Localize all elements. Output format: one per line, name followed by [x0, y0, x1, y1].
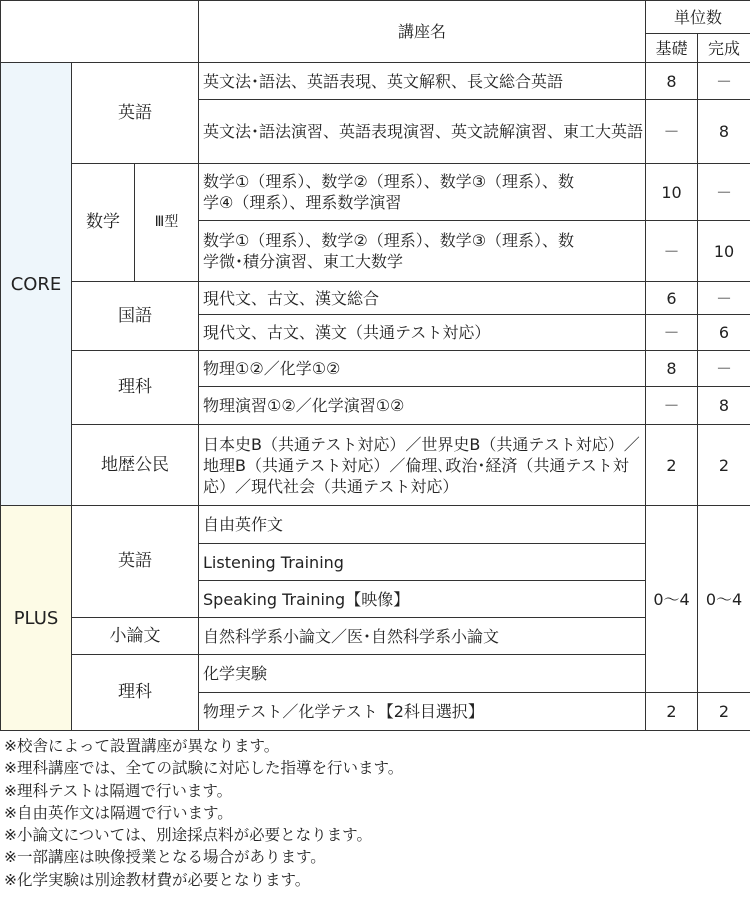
- subject-english: 英語: [72, 506, 199, 618]
- course-cell: 自然科学系小論文／医･自然科学系小論文: [199, 618, 646, 655]
- complete-header: 完成: [698, 34, 750, 63]
- complete-units: 6: [698, 315, 750, 351]
- course-cell: 数学①（理系）、数学②（理系）、数学③（理系）、数学④（理系）、理系数学演習: [199, 164, 646, 221]
- note: ※校舎によって設置講座が異なります。: [4, 737, 280, 755]
- course-cell: Listening Training: [199, 544, 646, 581]
- note: ※化学実験は別途教材費が必要となります。: [4, 870, 311, 889]
- basic-units: 10: [646, 164, 698, 221]
- basic-units: 8: [646, 351, 698, 387]
- basic-units: 2: [646, 693, 698, 731]
- course-cell: 現代文、古文、漢文（共通テスト対応）: [199, 315, 646, 351]
- subject-science: 理科: [72, 655, 199, 731]
- complete-units: －: [698, 164, 750, 221]
- course-cell: 物理テスト／化学テスト【2科目選択】: [199, 693, 646, 731]
- plus-label: PLUS: [1, 506, 72, 731]
- basic-units-range: 0～4: [646, 506, 698, 693]
- course-cell: 英文法･語法演習、英語表現演習、英文読解演習、東工大英語: [199, 100, 646, 164]
- subject-math: 数学: [72, 164, 135, 282]
- subject-essay: 小論文: [72, 618, 199, 655]
- subject-social: 地歴公民: [72, 425, 199, 506]
- course-cell: 数学①（理系）、数学②（理系）、数学③（理系）、数学微･積分演習、東工大数学: [199, 221, 646, 282]
- complete-units: 2: [698, 425, 750, 506]
- complete-units: 10: [698, 221, 750, 282]
- course-cell: 化学実験: [199, 655, 646, 693]
- note: ※一部講座は映像授業となる場合があります。: [4, 848, 326, 867]
- notes: [4, 735, 403, 891]
- course-cell: 日本史B（共通テスト対応）／世界史B（共通テスト対応）／地理B（共通テスト対応）／倫理､政治･経済（共通テスト対応）／現代社会（共通テスト対応）: [199, 425, 646, 506]
- subject-english: 英語: [72, 63, 199, 164]
- complete-units: －: [698, 63, 750, 100]
- subject-japanese: 国語: [72, 282, 199, 351]
- basic-units: －: [646, 221, 698, 282]
- note: ※理科講座では、全ての試験に対応した指導を行います。: [4, 759, 404, 778]
- course-name-header: 講座名: [199, 1, 646, 63]
- basic-units: 6: [646, 282, 698, 315]
- complete-units: 2: [698, 693, 750, 731]
- empty-corner: [1, 1, 199, 63]
- course-cell: 物理演習①②／化学演習①②: [199, 387, 646, 425]
- basic-units: 8: [646, 63, 698, 100]
- course-cell: 自由英作文: [199, 506, 646, 544]
- basic-units: －: [646, 315, 698, 351]
- note: ※小論文については、別途採点料が必要となります。: [4, 826, 372, 845]
- math-type: Ⅲ型: [135, 164, 199, 282]
- course-cell: 現代文、古文、漢文総合: [199, 282, 646, 315]
- course-cell: 物理①②／化学①②: [199, 351, 646, 387]
- subject-science: 理科: [72, 351, 199, 425]
- complete-units-range: 0～4: [698, 506, 750, 693]
- basic-units: －: [646, 100, 698, 164]
- course-cell: 英文法･語法、英語表現、英文解釈、長文総合英語: [199, 63, 646, 100]
- complete-units: 8: [698, 100, 750, 164]
- complete-units: 8: [698, 387, 750, 425]
- note: ※自由英作文は隔週で行います。: [4, 803, 233, 822]
- complete-units: －: [698, 351, 750, 387]
- basic-units: －: [646, 387, 698, 425]
- complete-units: －: [698, 282, 750, 315]
- basic-header: 基礎: [646, 34, 698, 63]
- core-label: CORE: [1, 63, 72, 506]
- units-header: 単位数: [646, 1, 750, 34]
- note: ※理科テストは隔週で行います。: [4, 781, 233, 800]
- course-cell: Speaking Training【映像】: [199, 581, 646, 618]
- basic-units: 2: [646, 425, 698, 506]
